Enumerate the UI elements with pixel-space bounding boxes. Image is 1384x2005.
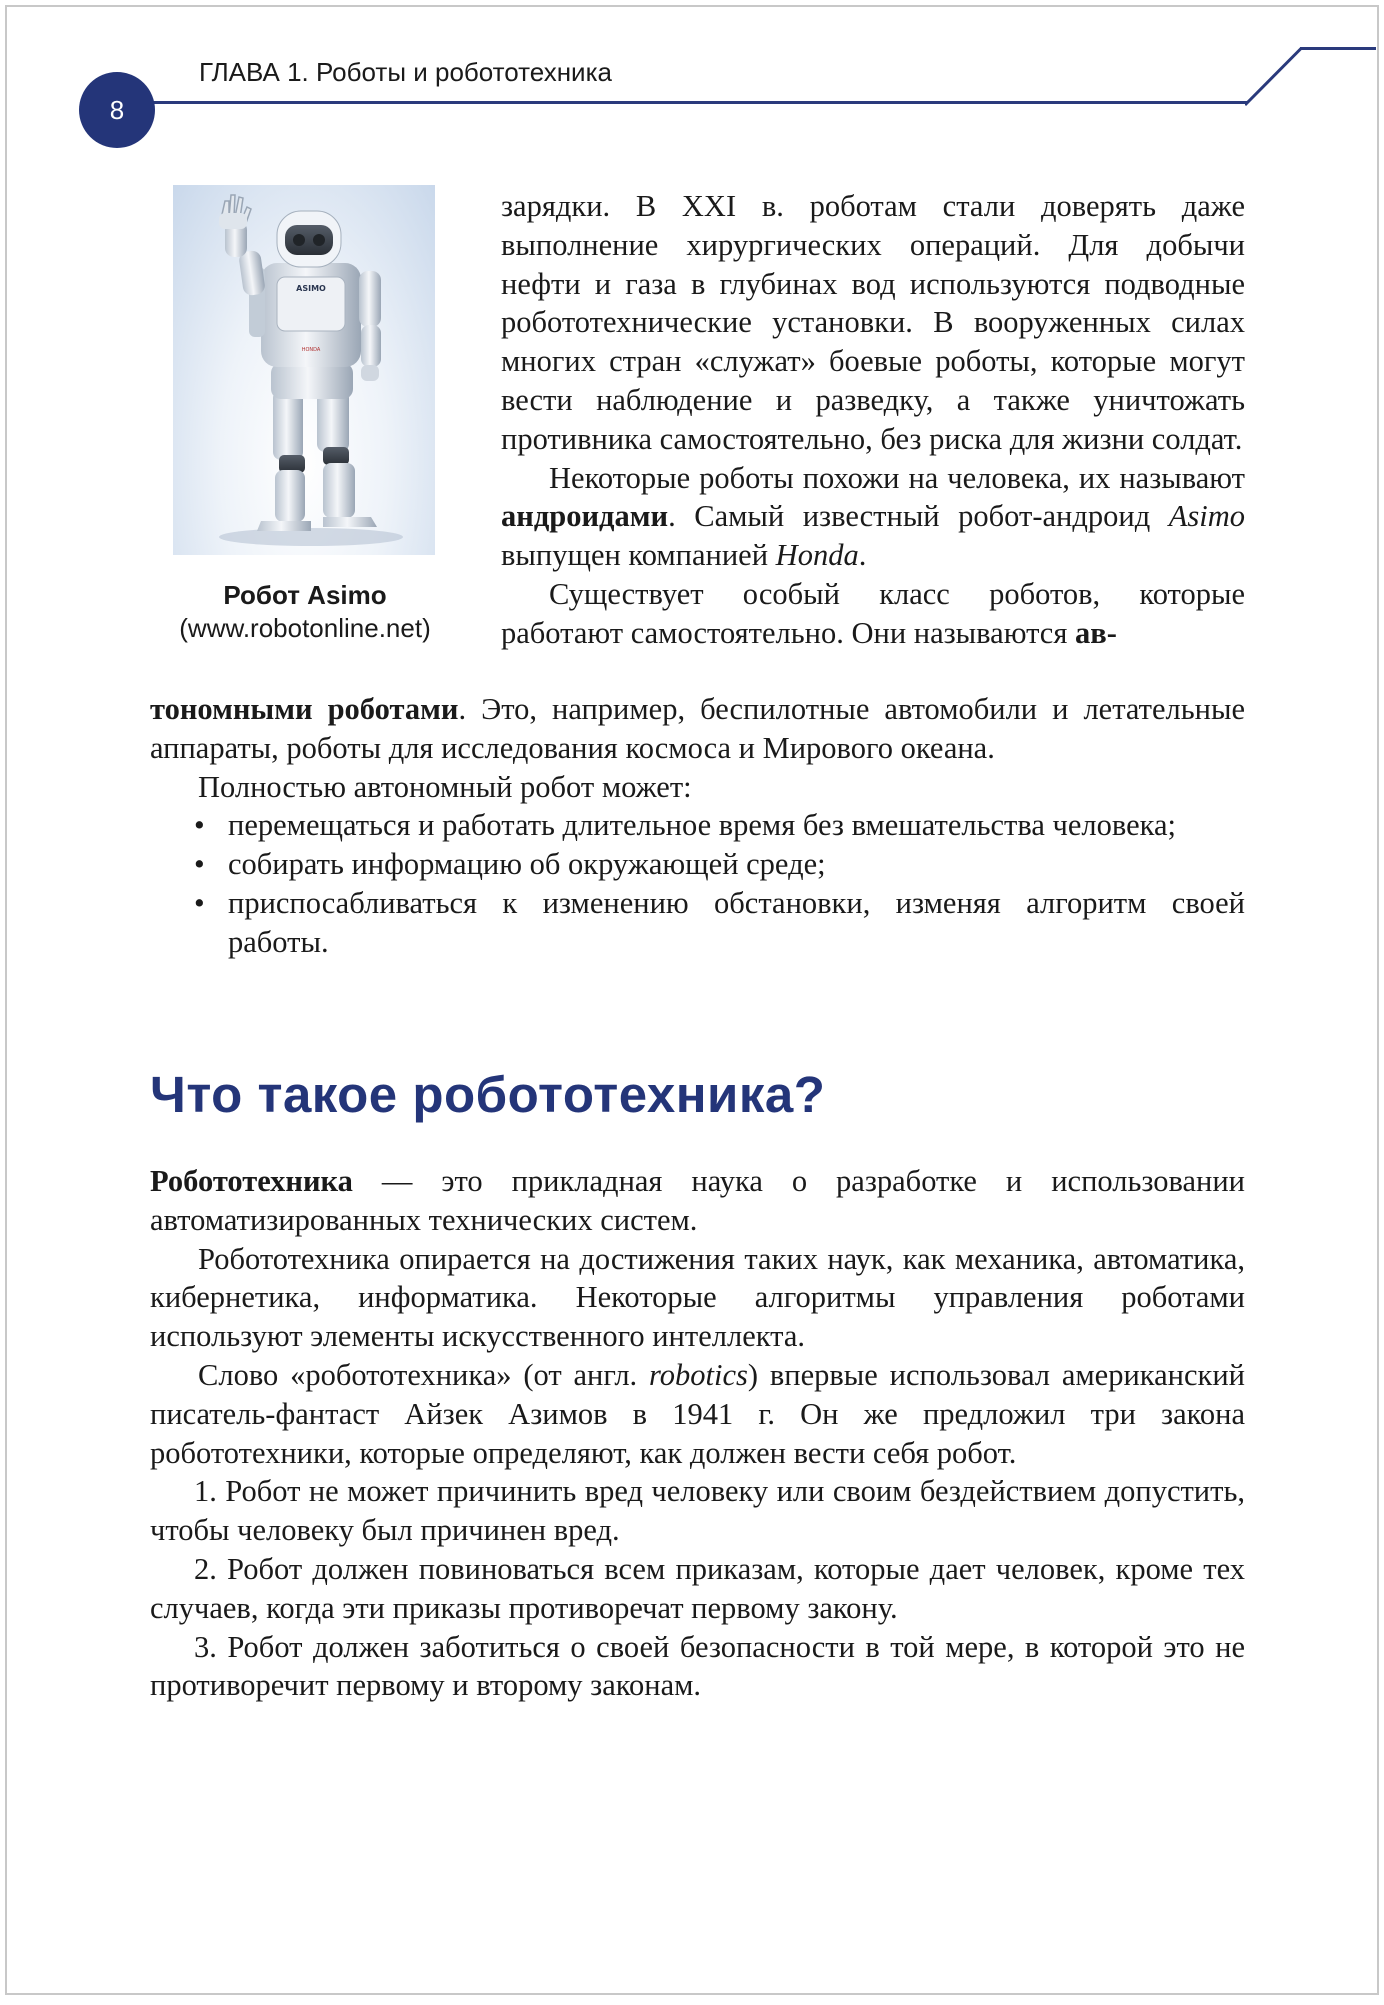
- p2-text-c: . Самый известный робот-андроид: [668, 499, 1169, 534]
- law-item: 1. Робот не может причинить вред человеку или своим бездействием допустить, чтобы человеку был причинен вред.: [150, 1474, 1245, 1548]
- header-rule-top: [1300, 47, 1376, 50]
- p3-text-c: . Это, например, беспилотные автомобили и летательные аппараты, роботы для исследования космоса и Мирового океана.: [150, 692, 1245, 765]
- company-name-honda: Honda: [775, 538, 859, 573]
- p2-text-e: выпущен компанией: [501, 538, 776, 573]
- intro-paragraph-1: зарядки. В XXI в. роботам стали доверять даже выполнение хирургических операций. Для добычи нефти и газа в глубинах вод используются подводные робототехнические установки. В вооруженных силах многих стран «служат» боевые роботы, которые могут вести наблюдение и разведку, а также уничтожать противника самостоятельно, без риска для жизни солдат.: [501, 189, 1245, 456]
- header-rule-corner: [1245, 47, 1325, 107]
- p2-text-a: Некоторые роботы похожи на человека, их называют: [549, 460, 1245, 495]
- list-item-text: приспосабливаться к изменению обстановки, изменяя алгоритм своей работы.: [228, 885, 1245, 959]
- autonomous-capabilities-list: [150, 806, 1245, 961]
- page-number-badge: [79, 72, 155, 148]
- intro-paragraph-2: [501, 459, 1245, 575]
- term-robotics-english: robotics: [649, 1357, 748, 1392]
- list-item-text: перемещаться и работать длительное время без вмешательства человека;: [228, 808, 1177, 843]
- list-item-text: собирать информацию об окружающей среде;: [228, 847, 826, 882]
- term-autonomous-part2: тономными роботами: [150, 692, 459, 726]
- section-paragraph-3: [150, 1356, 1245, 1472]
- intro-continuation: [150, 690, 1245, 962]
- term-autonomous-part1: ав-: [1074, 615, 1117, 650]
- robot-asimo-illustration: [173, 185, 435, 555]
- list-item: [150, 884, 1245, 962]
- three-laws-list: [150, 1472, 1245, 1705]
- list-item: [150, 806, 1245, 845]
- p2-text-g: .: [858, 538, 867, 573]
- intro-paragraph-4: Полностью автономный робот может:: [198, 769, 692, 804]
- intro-paragraph-3-start: [501, 575, 1245, 653]
- robot-asimo-photo: [173, 185, 435, 555]
- term-androids: андроидами: [501, 499, 669, 534]
- intro-paragraph-3-end: [150, 690, 1245, 768]
- page-number: 8: [109, 94, 125, 125]
- section-paragraph-2: Робототехника опирается на достижения таких наук, как механика, автоматика, кибернетика, информатика. Некоторые алгоритмы управления роботами используют элементы искусственного интеллекта.: [150, 1241, 1245, 1354]
- definition-paragraph: [150, 1162, 1245, 1240]
- header-rule: [137, 101, 1247, 104]
- p3-text-a: Существует особый класс роботов, которые работают самостоятельно. Они называются: [501, 576, 1245, 650]
- section-heading: Что такое робототехника?: [150, 1066, 826, 1123]
- bullet: •: [194, 885, 205, 920]
- caption-source: (www.robotonline.net): [179, 613, 431, 643]
- p3-text-a: Слово «робототехника» (от англ.: [198, 1357, 650, 1392]
- p3-text-c: ) впервые использовал американский писатель-фантаст Айзек Азимов в 1941 г. Он же предложил три закона робототехники, которые определяют, как должен вести себя робот.: [150, 1357, 1245, 1470]
- definition-text: — это прикладная наука о разработке и использовании автоматизированных технических систем.: [150, 1164, 1245, 1237]
- honda-waist-logo: HONDA: [301, 347, 321, 353]
- term-robotics: Робототехника: [150, 1164, 353, 1198]
- book-page: [5, 5, 1379, 1995]
- list-item: [150, 845, 1245, 884]
- bullet: •: [194, 847, 205, 882]
- section-body: [150, 1162, 1245, 1705]
- photo-caption: [147, 579, 463, 645]
- robot-name-asimo: Asimo: [1168, 499, 1245, 534]
- law-item: 3. Робот должен заботиться о своей безопасности в той мере, в которой это не противоречит первому и второму законам.: [150, 1629, 1245, 1703]
- asimo-chest-logo: ASIMO: [296, 284, 326, 293]
- intro-text-column: [501, 187, 1245, 653]
- caption-title: Робот Asimo: [223, 580, 387, 610]
- chapter-title: ГЛАВА 1. Роботы и робототехника: [199, 57, 612, 87]
- law-item: 2. Робот должен повиноваться всем приказам, которые дает человек, кроме тех случаев, когда эти приказы противоречат первому закону.: [150, 1551, 1245, 1625]
- bullet: •: [194, 808, 205, 843]
